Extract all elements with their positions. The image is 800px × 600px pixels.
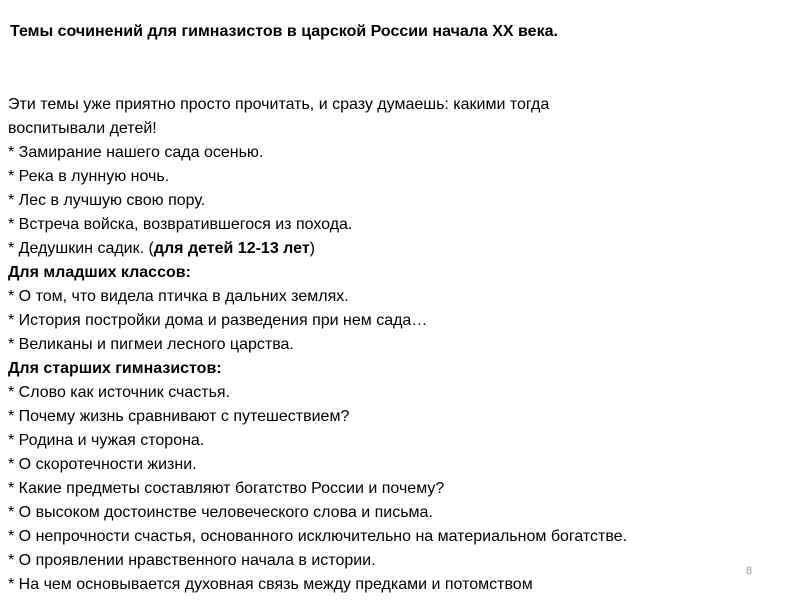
- slide-title: Темы сочинений для гимназистов в царской России начала XX века.: [10, 23, 558, 40]
- page-number: 8: [746, 565, 753, 577]
- list-item: * О проявлении нравственного начала в истории.: [8, 552, 376, 569]
- slide-body: [8, 93, 793, 597]
- list-item: * О непрочности счастья, основанного исключительно на материальном богатстве.: [8, 528, 628, 545]
- list-item-text: ): [309, 240, 315, 257]
- list-item: * О том, что видела птичка в дальних землях.: [8, 288, 349, 305]
- list-item-text: * Дедушкин садик. (: [8, 240, 154, 257]
- section-heading-junior: Для младших классов:: [8, 264, 191, 281]
- list-item: [8, 237, 793, 261]
- list-item: * Встреча войска, возвратившегося из похода.: [8, 216, 353, 233]
- list-item: * Река в лунную ночь.: [8, 168, 170, 185]
- intro-line: воспитывали детей!: [8, 120, 157, 137]
- list-item: * История постройки дома и разведения при нем сада…: [8, 312, 428, 329]
- list-item: * На чем основывается духовная связь между предками и потомством: [8, 576, 533, 593]
- section-heading-senior: Для старших гимназистов:: [8, 360, 222, 377]
- list-item: * Почему жизнь сравнивают с путешествием?: [8, 408, 350, 425]
- list-item: * Лес в лучшую свою пору.: [8, 192, 206, 209]
- list-item: * Замирание нашего сада осенью.: [8, 144, 264, 161]
- age-note: для детей 12-13 лет: [153, 240, 310, 257]
- intro-line: Эти темы уже приятно просто прочитать, и сразу думаешь: какими тогда: [8, 96, 550, 113]
- list-item: * Слово как источник счастья.: [8, 384, 231, 401]
- list-item: * Родина и чужая сторона.: [8, 432, 205, 449]
- list-item: * О высоком достоинстве человеческого слова и письма.: [8, 504, 433, 521]
- list-item: * Великаны и пигмеи лесного царства.: [8, 336, 294, 353]
- list-item: * О скоротечности жизни.: [8, 456, 197, 473]
- list-item: * Какие предметы составляют богатство России и почему?: [8, 480, 445, 497]
